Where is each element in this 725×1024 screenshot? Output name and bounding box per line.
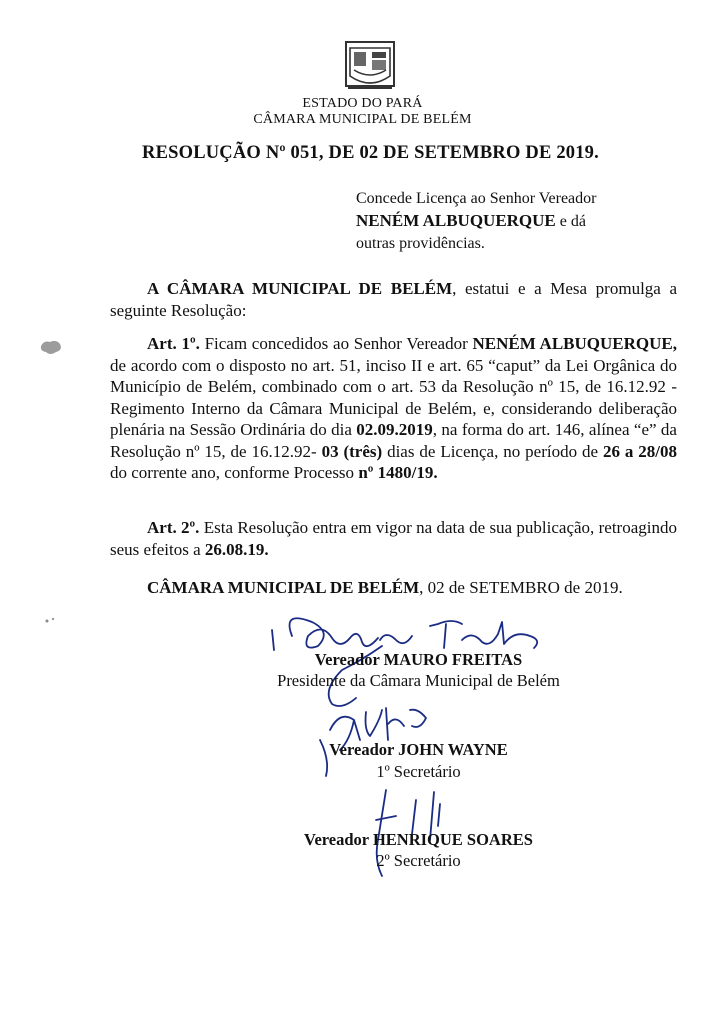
closing-bold: CÂMARA MUNICIPAL DE BELÉM [147,578,420,597]
art2-label: Art. 2º. [147,518,200,537]
art2-text: Esta Resolução entra em vigor na data de sua publicação, retroagindo seus efeitos a [110,518,677,559]
signatory-3-role: 2º Secretário [376,851,461,870]
preamble [110,278,677,321]
article-2 [110,517,677,560]
ementa-line-3: outras providências. [356,235,485,252]
closing-rest: , 02 de SETEMBRO de 2019. [419,578,623,597]
preamble-rest: , estatui e a Mesa promulga a seguinte Resolução: [110,279,677,320]
scan-smudge-mark [38,338,64,358]
signatory-2-name [56,740,725,760]
signatory-3-name [56,830,725,850]
art1-date: 02.09.2019 [356,420,433,439]
art1-process: nº 1480/19. [358,463,438,482]
ementa [356,188,670,255]
resolution-title: RESOLUÇÃO Nº 051, DE 02 DE SETEMBRO DE 2019. [142,143,599,163]
signatory-3-name-text: Vereador HENRIQUE SOARES [304,830,533,849]
art1-text-5: do corrente ano, conforme Processo [110,463,359,482]
signatory-1-name [56,650,725,670]
signatory-2-role: 1º Secretário [376,762,461,781]
signatory-2-name-text: Vereador JOHN WAYNE [329,740,508,759]
art1-text-2: de acordo com o disposto no art. 51, inciso II e art. 65 “caput” da Lei Orgânica do Município de Belém, combinado com o art. 53 da Resolução nº 15, de 16.12.92 - Regimento Interno da Câmara Municipal de Belém, e, considerando deliberação plenária na Sessão Ordinária do dia [110,355,677,439]
art1-text-3: , na forma do art. 146, alínea “e” da Resolução nº 15, de 16.12.92- [110,420,677,461]
art1-text-1: Ficam concedidos ao Senhor Vereador [199,334,473,353]
coat-of-arms-icon [344,40,396,94]
art1-text-4: dias de Licença, no período de [382,441,603,461]
preamble-bold: A CÂMARA MUNICIPAL DE BELÉM [147,279,453,298]
signatory-1-role: Presidente da Câmara Municipal de Belém [277,671,560,690]
state-name: ESTADO DO PARÁ [302,96,423,111]
art2-date: 26.08.19. [204,539,269,559]
ementa-name: NENÉM ALBUQUERQUE [356,211,556,230]
art1-period: 26 a 28/08 [602,441,677,461]
art1-label: Art. 1º. [147,334,200,353]
art1-name: NENÉM ALBUQUERQUE, [472,334,677,353]
scan-dot-mark [44,616,58,626]
ementa-line-1: Concede Licença ao Senhor Vereador [356,190,597,207]
ementa-suffix: e dá [555,213,586,230]
chamber-name: CÂMARA MUNICIPAL DE BELÉM [253,112,472,127]
ementa-line-2 [356,210,670,233]
article-1 [110,333,677,484]
closing-line [147,578,623,598]
art1-days: 03 (três) [321,441,383,461]
signatory-1-name-text: Vereador MAURO FREITAS [314,650,523,669]
